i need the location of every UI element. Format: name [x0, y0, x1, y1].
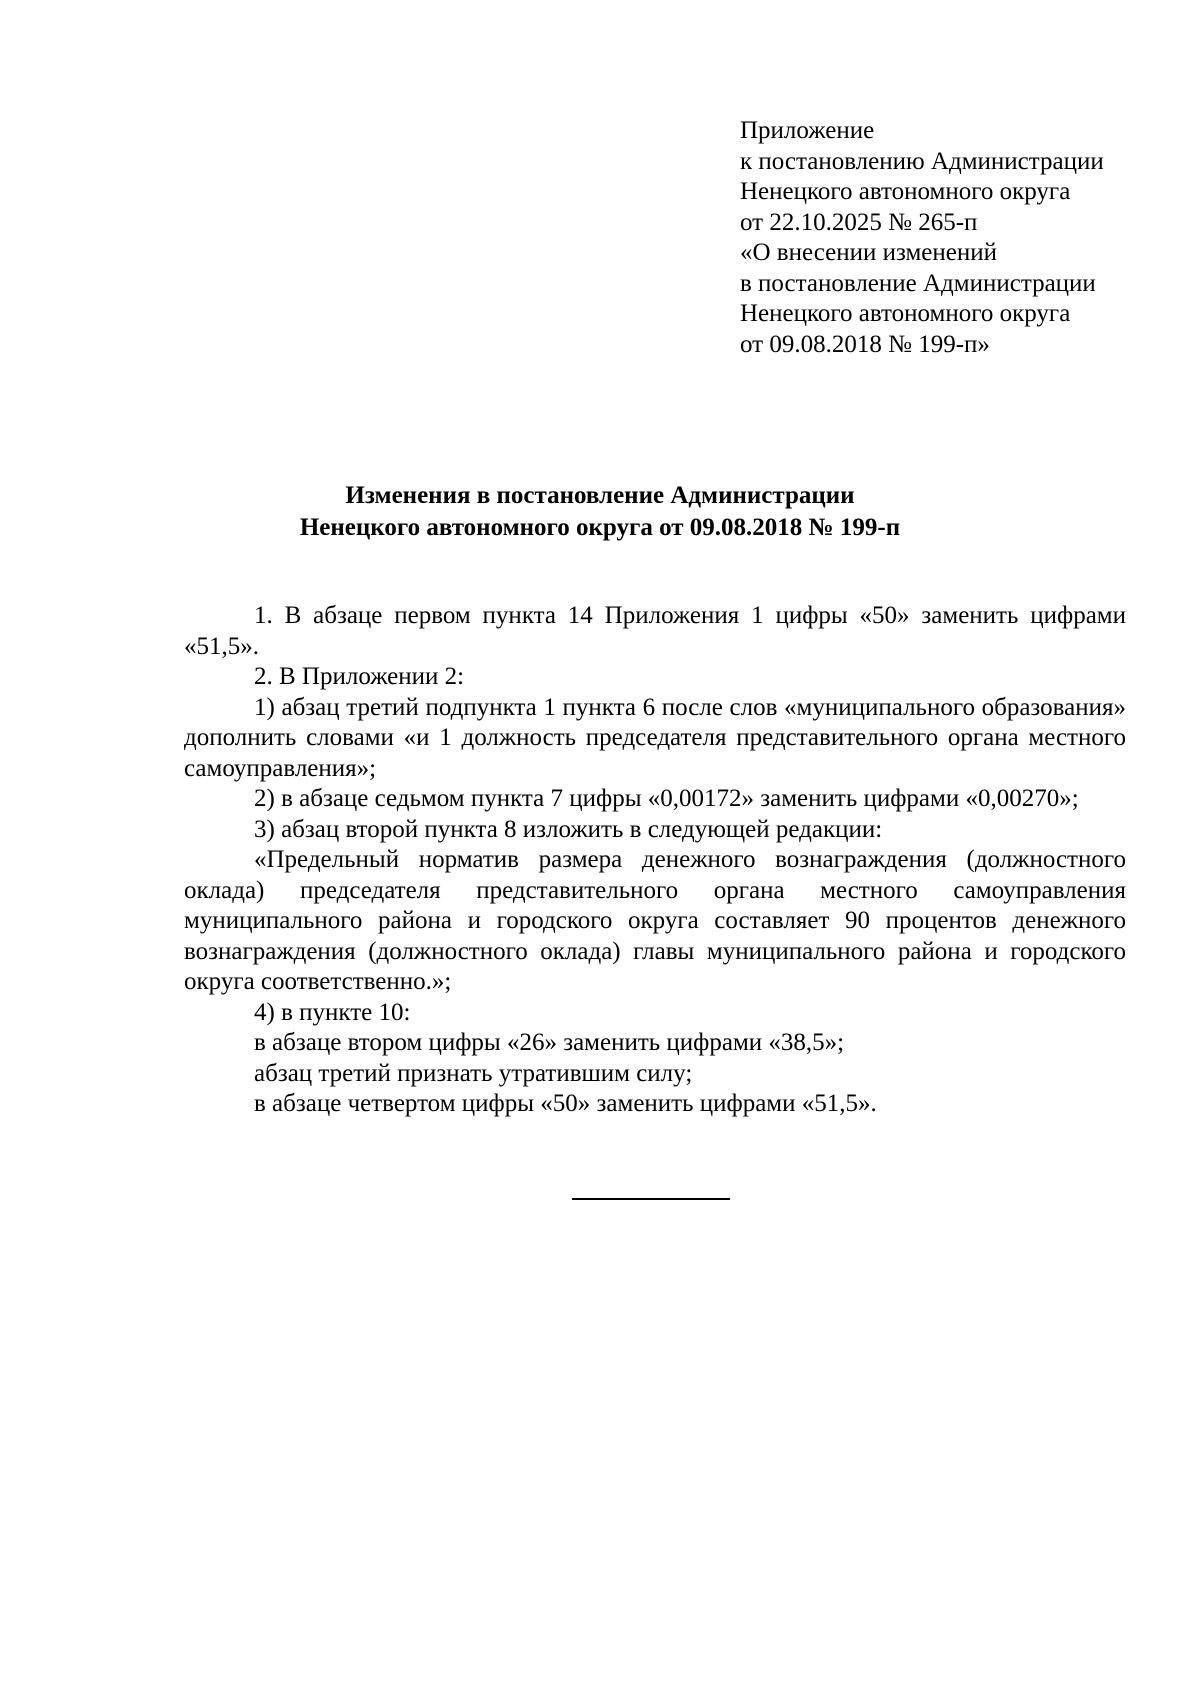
appendix-line: «О внесении изменений [740, 239, 998, 266]
paragraph-subitem-3: 3) абзац второй пункта 8 изложить в следующей редакции: [254, 815, 883, 843]
title-line-1: Изменения в постановление Администрации [345, 482, 855, 509]
paragraph-subitem-1: 1) абзац третий подпункта 1 пункта 6 после слов «муниципального образования» дополнить словами «и 1 должность председателя представительного органа местного самоуправления»; [184, 693, 1126, 782]
paragraph-subitem-4-b: абзац третий признать утратившим силу; [254, 1059, 693, 1087]
document-title [100, 480, 1100, 544]
paragraph-quote: «Предельный норматив размера денежного вознаграждения (должностного оклада) председателя представительного органа местного самоуправления муниципального района и городского округа составляет 90 процентов денежного вознаграждения (должностного оклада) главы муниципального района и городского округа соответственно.»; [184, 846, 1126, 995]
document-body [184, 601, 1126, 1120]
paragraph-subitem-4: 4) в пункте 10: [254, 998, 411, 1026]
appendix-line: Приложение [740, 117, 875, 144]
paragraph-subitem-4-c: в абзаце четвертом цифры «50» заменить цифрами «51,5». [254, 1090, 877, 1117]
title-line-2: Ненецкого автономного округа от 09.08.2018 № 199-п [299, 514, 901, 541]
appendix-block [740, 116, 1160, 360]
paragraph-subitem-4-a: в абзаце втором цифры «26» заменить цифрами «38,5»; [254, 1029, 845, 1056]
appendix-line: к постановлению Администрации [740, 147, 1104, 175]
paragraph-subitem-2: 2) в абзаце седьмом пункта 7 цифры «0,00172» заменить цифрами «0,00270»; [254, 785, 1079, 812]
paragraph-item-1: 1. В абзаце первом пункта 14 Приложения 1 цифры «50» заменить цифрами «51,5». [184, 602, 1126, 660]
appendix-line: в постановление Администрации [740, 269, 1096, 297]
appendix-line: от 09.08.2018 № 199-п» [740, 330, 990, 358]
appendix-line: Ненецкого автономного округа [740, 300, 1071, 327]
paragraph-item-2: 2. В Приложении 2: [254, 663, 465, 690]
closing-separator-line [572, 1198, 730, 1200]
appendix-line: Ненецкого автономного округа [740, 178, 1071, 205]
appendix-line: от 22.10.2025 № 265-п [740, 208, 978, 236]
